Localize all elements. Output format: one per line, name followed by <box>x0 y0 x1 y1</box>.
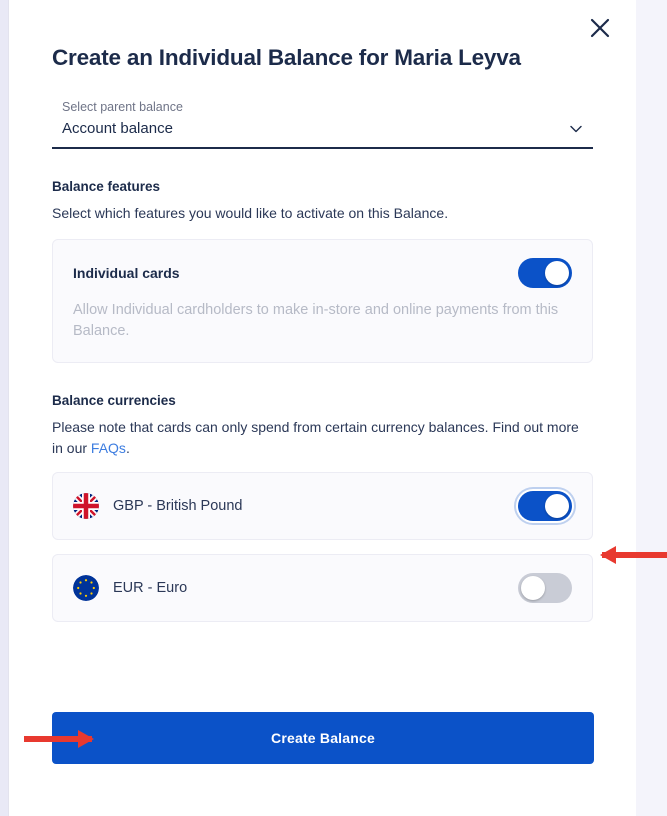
feature-title: Individual cards <box>73 265 180 282</box>
close-icon <box>589 17 611 39</box>
toggle-currency-gbp[interactable] <box>518 491 572 521</box>
currency-row-gbp <box>52 472 593 540</box>
balance-currencies-heading: Balance currencies <box>52 393 176 409</box>
currency-label-gbp: GBP - British Pound <box>113 498 243 515</box>
uk-flag-icon <box>73 493 99 519</box>
balance-currencies-description <box>52 417 593 458</box>
toggle-knob <box>545 261 569 285</box>
create-balance-button[interactable]: Create Balance <box>52 712 594 764</box>
balance-features-heading: Balance features <box>52 179 161 195</box>
page-background-strip <box>0 0 8 816</box>
currency-identity-gbp <box>73 493 243 519</box>
feature-card-individual-cards <box>52 239 593 363</box>
feature-card-header <box>73 258 572 288</box>
parent-balance-select[interactable] <box>52 100 593 149</box>
toggle-currency-eur[interactable] <box>518 573 572 603</box>
balance-features-description: Select which features you would like to activate on this Balance. <box>52 205 449 222</box>
feature-description: Allow Individual cardholders to make in-store and online payments from this Balance. <box>73 302 559 340</box>
currency-label-eur: EUR - Euro <box>113 580 188 597</box>
parent-balance-value: Account balance <box>62 120 173 138</box>
currency-row-eur <box>52 554 593 622</box>
modal-body <box>9 0 636 622</box>
faqs-link[interactable]: FAQs <box>90 439 126 456</box>
create-balance-modal <box>8 0 636 816</box>
eu-flag-icon <box>73 575 99 601</box>
currency-identity-eur <box>73 575 187 601</box>
close-icon-button[interactable] <box>580 8 620 48</box>
toggle-knob <box>521 576 545 600</box>
toggle-knob <box>545 494 569 518</box>
parent-balance-label: Select parent balance <box>62 100 183 115</box>
page-title: Create an Individual Balance for Maria Leyva <box>52 45 521 70</box>
toggle-individual-cards[interactable] <box>518 258 572 288</box>
currencies-description-text: Please note that cards can only spend from certain currency balances. Find out more in our <box>52 419 579 456</box>
chevron-down-icon <box>569 122 583 136</box>
currencies-description-period: . <box>125 439 130 456</box>
